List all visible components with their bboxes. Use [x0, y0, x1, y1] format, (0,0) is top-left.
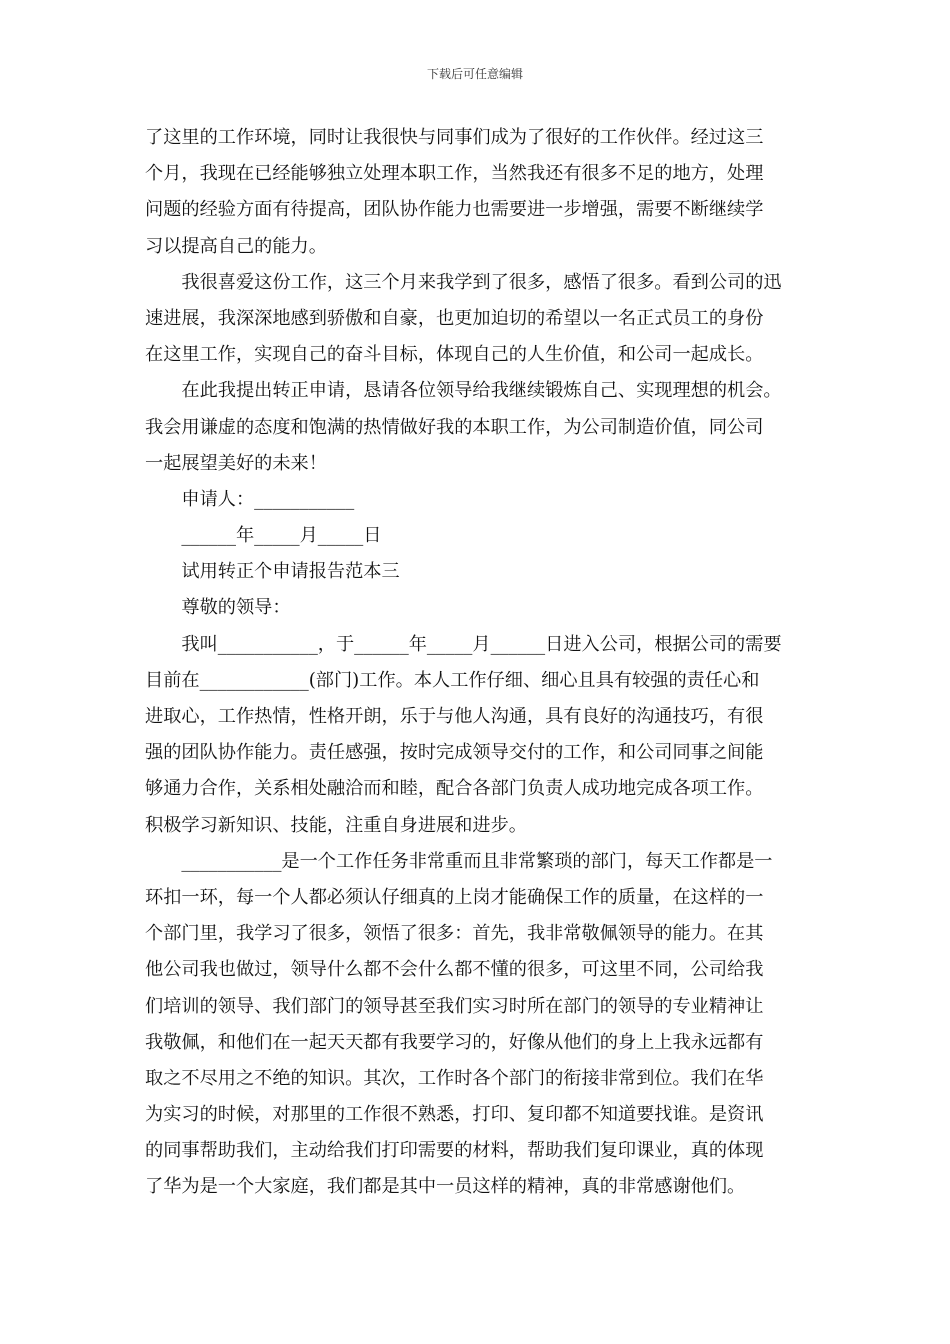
text-line: 够通力合作，关系相处融洽而和睦，配合各部门负责人成功地完成各项工作。 [145, 778, 764, 800]
text-line: 在这里工作，实现自己的奋斗目标，体现自己的人生价值，和公司一起成长。 [145, 344, 764, 366]
text-line: 们培训的领导、我们部门的领导甚至我们实习时所在部门的领导的专业精神让 [145, 995, 764, 1017]
text-line: 的同事帮助我们，主动给我们打印需要的材料，帮助我们复印课业，真的体现 [145, 1140, 764, 1162]
text-line: 个部门里，我学习了很多，领悟了很多：首先，我非常敬佩领导的能力。在其 [145, 923, 764, 945]
text-line: ___________是一个工作任务非常重而且非常繁琐的部门，每天工作都是一 [145, 850, 773, 872]
text-line: 进取心，工作热情，性格开朗，乐于与他人沟通，具有良好的沟通技巧，有很 [145, 706, 764, 727]
text-line: 为实习的时候，对那里的工作很不熟悉，打印、复印都不知道要找谁。是资讯 [145, 1104, 764, 1126]
salutation: 尊敬的领导： [145, 597, 291, 619]
text-line: 我会用谦虚的态度和饱满的热情做好我的本职工作，为公司制造价值，同公司 [145, 416, 764, 438]
date-line: ______年_____月_____日 [145, 525, 382, 547]
text-line: 个月，我现在已经能够独立处理本职工作，当然我还有很多不足的地方，处理 [145, 163, 764, 185]
text-line: 了华为是一个大家庭，我们都是其中一员这样的精神，真的非常感谢他们。 [145, 1176, 746, 1198]
text-line: 目前在____________(部门)工作。本人工作仔细、细心且具有较强的责任心和 [145, 669, 760, 691]
text-line: 我很喜爱这份工作，这三个月来我学到了很多，感悟了很多。看到公司的迅 [145, 271, 782, 293]
text-line: 在此我提出转正申请，恳请各位领导给我继续锻炼自己、实现理想的机会。 [145, 380, 782, 402]
text-line: 我敬佩，和他们在一起天天都有我要学习的，好像从他们的身上上我永远都有 [145, 1031, 764, 1053]
section-title: 试用转正个申请报告范本三 [145, 561, 400, 583]
text-line: 积极学习新知识、技能，注重自身进展和进步。 [145, 814, 527, 836]
text-line: 一起展望美好的未来！ [145, 452, 327, 474]
applicant-line: 申请人：___________ [145, 488, 355, 510]
text-line: 问题的经验方面有待提高，团队协作能力也需要进一步增强，需要不断继续学 [145, 199, 764, 221]
text-line: 了这里的工作环境，同时让我很快与同事们成为了很好的工作伙伴。经过这三 [145, 127, 764, 148]
document-body [145, 120, 807, 1206]
text-line: 环扣一环，每一个人都必须认仔细真的上岗才能确保工作的质量，在这样的一 [145, 886, 764, 908]
text-line: 习以提高自己的能力。 [145, 235, 327, 257]
text-line: 强的团队协作能力。责任感强，按时完成领导交付的工作，和公司同事之间能 [145, 742, 764, 764]
text-line: 速进展，我深深地感到骄傲和自豪，也更加迫切的希望以一名正式员工的身份 [145, 307, 764, 329]
text-line: 我叫___________，于______年_____月______日进入公司，根据公司的需要 [145, 633, 782, 655]
page-header: 下载后可任意编辑 [426, 67, 523, 81]
text-line: 他公司我也做过，领导什么都不会什么都不懂的很多，可这里不同，公司给我 [145, 959, 764, 981]
text-line: 取之不尽用之不绝的知识。其次，工作时各个部门的衔接非常到位。我们在华 [145, 1067, 764, 1089]
